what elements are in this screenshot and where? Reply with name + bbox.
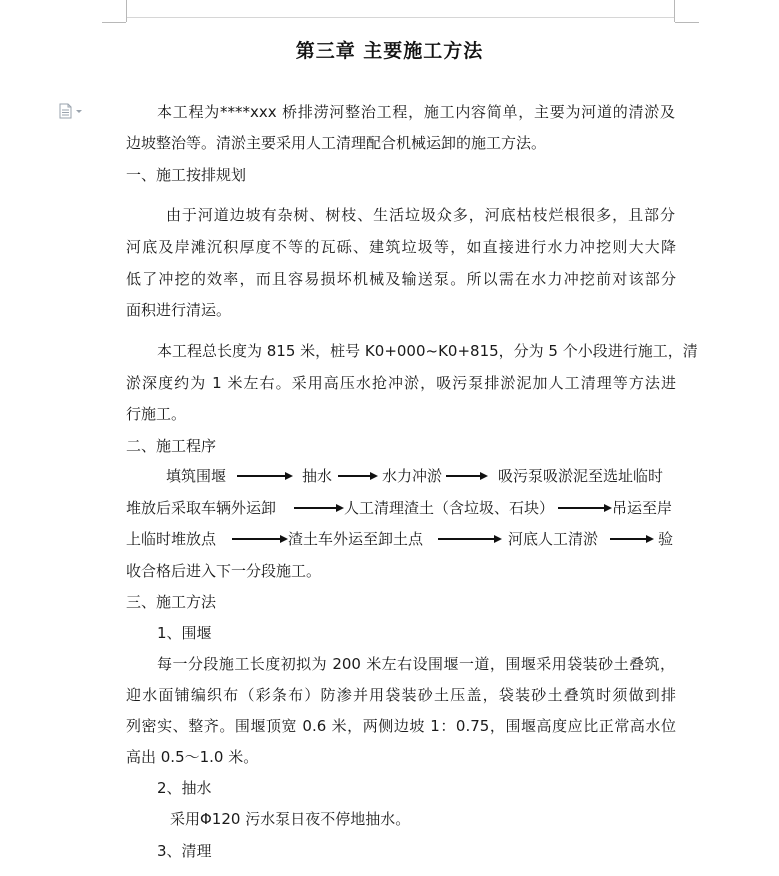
section1-para1-line-4: 面积进行清运。 — [126, 301, 232, 319]
cofferdam-line-3: 列密实、整齐。围堰顶宽 0.6 米，两侧边坡 1：0.75，围堰高度应比正常高水位 — [126, 717, 676, 735]
subsection-heading-clearing: 3、清理 — [157, 842, 212, 860]
section1-para1-line-3: 低了冲挖的效率，而且容易损坏机械及输送泵。所以需在水力冲挖前对该部分 — [126, 270, 676, 288]
flow-step-fill-cofferdam: 填筑围堰 — [166, 467, 227, 485]
flow-step-hoist-to-bank: 吊运至岸 — [612, 499, 673, 517]
flow-arrow-icon — [338, 472, 378, 480]
flow-step-pump-water: 抽水 — [302, 467, 333, 485]
flow-arrow-icon — [610, 535, 654, 543]
page-title: 第三章 主要施工方法 — [295, 40, 484, 62]
flow-step-temporary-storage: 上临时堆放点 — [126, 530, 217, 548]
flow-arrow-icon — [558, 504, 612, 512]
crop-mark-left-horizontal — [102, 22, 126, 23]
flow-arrow-icon — [237, 472, 293, 480]
flow-tail-line: 收合格后进入下一分段施工。 — [126, 562, 322, 580]
cofferdam-line-1: 每一分段施工长度初拟为 200 米左右设围堰一道，围堰采用袋装砂土叠筑， — [157, 655, 675, 673]
flow-step-suction-pump: 吸污泵吸淤泥至选址临时 — [498, 467, 664, 485]
section1-para2-line-1: 本工程总长度为 815 米，桩号 K0+000~K0+815，分为 5 个小段进行施工，清 — [157, 342, 698, 360]
flow-arrow-icon — [294, 504, 344, 512]
crop-mark-left-vertical — [126, 0, 127, 22]
flow-row-1 — [126, 466, 676, 486]
flow-arrow-icon — [438, 535, 502, 543]
subsection-heading-cofferdam: 1、围堰 — [157, 624, 212, 642]
intro-line-1: 本工程为****xxx 桥排涝河整治工程，施工内容简单，主要为河道的清淤及 — [157, 103, 675, 121]
cofferdam-line-2: 迎水面铺编织布（彩条布）防渗并用袋装砂土压盖，袋装砂土叠筑时须做到排 — [126, 686, 676, 704]
flow-step-dump-truck: 渣土车外运至卸土点 — [288, 530, 424, 548]
flow-arrow-icon — [232, 535, 288, 543]
section1-para1-line-2: 河底及岸滩沉积厚度不等的瓦砾、建筑垃圾等，如直接进行水力冲挖则大大降 — [126, 238, 676, 256]
crop-mark-top-rule — [127, 17, 674, 18]
section-heading-3: 三、施工方法 — [126, 593, 217, 611]
flow-row-3 — [126, 529, 676, 549]
crop-mark-right-vertical — [674, 0, 675, 22]
section-heading-2: 二、施工程序 — [126, 437, 217, 455]
section-heading-1: 一、施工按排规划 — [126, 166, 247, 184]
section1-para1-line-1: 由于河道边坡有杂树、树枝、生活垃圾众多，河底枯枝烂根很多，且部分 — [166, 206, 675, 224]
pumping-line: 采用Φ120 污水泵日夜不停地抽水。 — [170, 810, 411, 828]
cofferdam-line-4: 高出 0.5～1.0 米。 — [126, 748, 259, 766]
flow-step-riverbed-dredging: 河底人工清淤 — [508, 530, 599, 548]
intro-line-2: 边坡整治等。清淤主要采用人工清理配合机械运卸的施工方法。 — [126, 134, 547, 152]
flow-row-2 — [126, 498, 676, 518]
section1-para2-line-2: 淤深度约为 1 米左右。采用高压水抢冲淤，吸污泵排淤泥加人工清理等方法进 — [126, 374, 676, 392]
section1-para2-line-3: 行施工。 — [126, 405, 187, 423]
flow-step-hydraulic-flush: 水力冲淤 — [382, 467, 443, 485]
flow-arrow-icon — [446, 472, 488, 480]
flow-step-manual-clearing: 人工清理渣土（含垃圾、石块） — [344, 499, 555, 517]
flow-step-vehicle-transport: 堆放后采取车辆外运卸 — [126, 499, 277, 517]
document-options-icon[interactable] — [58, 103, 88, 119]
crop-mark-right-horizontal — [675, 22, 699, 23]
flow-step-inspection: 验 — [658, 530, 674, 548]
subsection-heading-pumping: 2、抽水 — [157, 779, 212, 797]
